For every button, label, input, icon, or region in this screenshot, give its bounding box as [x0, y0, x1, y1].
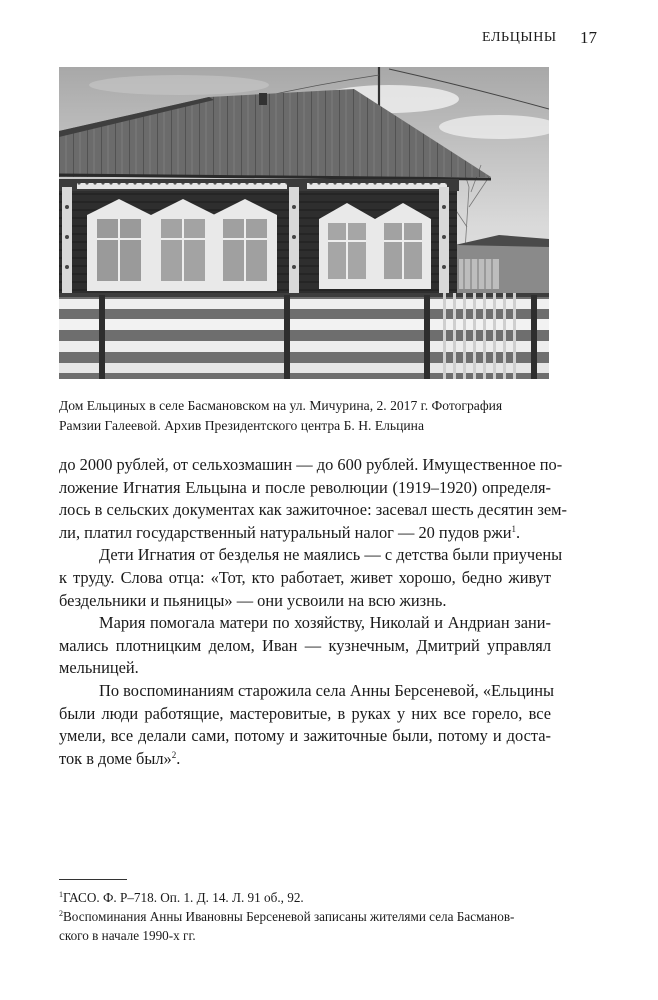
caption-line: Дом Ельциных в селе Басмановском на ул. Мичурина, 2. 2017 г. Фотография: [59, 398, 503, 413]
text-line: лось в сельских документах как зажиточное: засевал шесть десятин зем-: [59, 500, 567, 520]
text-line: Дети Игнатия от безделья не маялись — с детства были приучены: [99, 545, 563, 565]
text-line: ли, платил государственный натуральный налог — 20 пудов ржи$^1$.: [59, 522, 521, 542]
paragraph: [59, 612, 551, 680]
footnote-text: ГАСО. Ф. Р–718. Оп. 1. Д. 14. Л. 91 об., 92.: [63, 890, 304, 905]
body-text: [59, 454, 567, 770]
text-line: бездельники и пьяницы» — они усвоили на всю жизнь.: [59, 590, 447, 610]
fence: [59, 293, 549, 379]
footnote: [59, 907, 554, 926]
running-title: ЕЛЬЦЫНЫ: [482, 30, 557, 45]
text-line: ложение Игнатия Ельцына и после революции (1919–1920) определя-: [59, 477, 551, 497]
footnote-marker: 1: [59, 890, 63, 899]
text-line: были люди работящие, мастеровитые, в руках у них все горело, все: [59, 703, 551, 723]
footnote-ref: 1: [511, 523, 517, 534]
text-line: мались плотницким делом, Иван — кузнечным, Дмитрий управлял: [59, 635, 551, 655]
text-span: ли, платил государственный натуральный налог — 20 пудов ржи: [59, 522, 512, 542]
paragraph: [59, 544, 563, 612]
photo-caption: [59, 396, 559, 436]
text-line: Мария помогала матери по хозяйству, Николай и Андриан зани-: [99, 613, 551, 633]
text-line: до 2000 рублей, от сельхозмашин — до 600 рублей. Имущественное по-: [59, 455, 563, 474]
text-span: ток в доме был»: [59, 748, 172, 768]
footnote-text: Воспоминания Анны Ивановны Берсеневой записаны жителями села Басманов-: [63, 909, 515, 924]
running-head: [0, 28, 658, 52]
footnotes: [59, 888, 554, 945]
caption-line: Рамзии Галеевой. Архив Президентского центра Б. Н. Ельцина: [59, 418, 424, 433]
text-line: ток в доме был»$^2$.: [59, 748, 181, 768]
footnote: [59, 888, 554, 907]
text-line: По воспоминаниям старожила села Анны Берсеневой, «Ельцины: [99, 680, 555, 700]
footnote-ref: 2: [171, 749, 177, 760]
text-line: к труду. Слова отца: «Тот, кто работает, живет хорошо, бедно живут: [59, 567, 551, 587]
house-photo: [59, 67, 549, 379]
footnote-divider: [59, 879, 127, 880]
text-line: мельницей.: [59, 658, 139, 678]
text-line: умели, все делали сами, потому и зажиточные были, потому и доста-: [59, 726, 551, 746]
footnote-marker: 2: [59, 909, 63, 918]
paragraph: [59, 680, 555, 770]
page-number: 17: [580, 28, 597, 47]
footnote-continuation: ского в начале 1990-х гг.: [59, 928, 196, 943]
paragraph: [59, 454, 567, 544]
